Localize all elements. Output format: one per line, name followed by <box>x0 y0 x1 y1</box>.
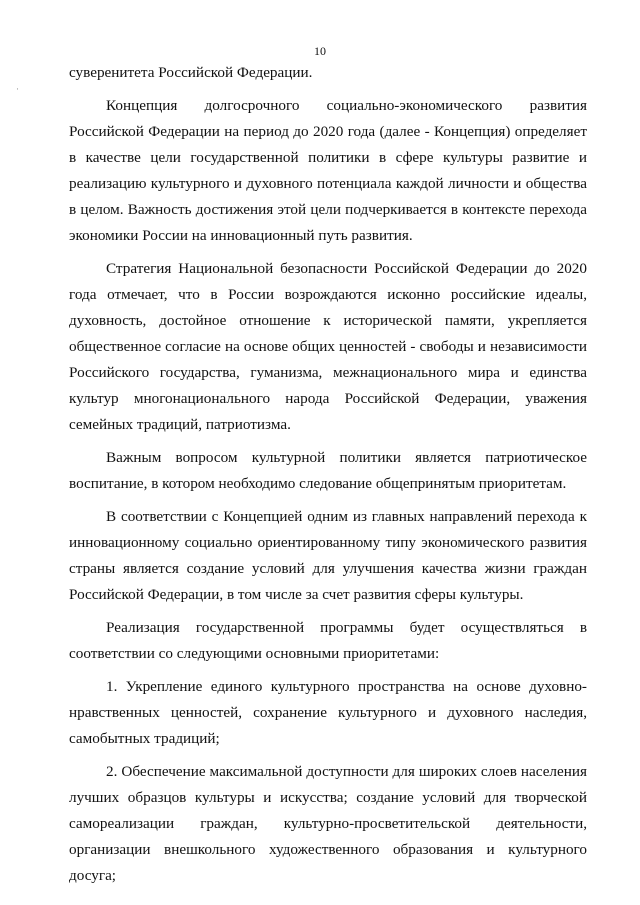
paragraph-concept: Концепция долгосрочного социально-экономического развития Российской Федерации на период до 2020 года (далее - Концепция) определяет в качестве цели государственной политики в сфере культуры развитие и реализацию культурного и духовного потенциала каждой личности и общества в целом. Важность достижения этой цели подчеркивается в контексте перехода экономики России на инновационный путь развития. <box>69 97 587 244</box>
paragraph-priorities-intro: Реализация государственной программы будет осуществляться в соответствии со следующими основными приоритетами: <box>69 619 587 662</box>
priority-item-1: 1. Укрепление единого культурного пространства на основе духовно-нравственных ценностей, сохранение культурного и духовного наследия, самобытных традиций; <box>69 678 587 747</box>
margin-mark: · <box>16 84 19 94</box>
paragraph-security-strategy: Стратегия Национальной безопасности Российской Федерации до 2020 года отмечает, что в России возрождаются исконно российские идеалы, духовность, достойное отношение к исторической памяти, укрепляется общественное согласие на основе общих ценностей - свободы и независимости Российского государства, гуманизма, межнационального мира и единства культур многонационального народа Российской Федерации, уважения семейных традиций, патриотизма. <box>69 260 587 433</box>
paragraph-patriotic-education: Важным вопросом культурной политики является патриотическое воспитание, в котором необходимо следование общепринятым приоритетам. <box>69 449 587 492</box>
body-text <box>69 60 587 896</box>
priority-item-2: 2. Обеспечение максимальной доступности для широких слоев населения лучших образцов культуры и искусства; создание условий для творческой самореализации граждан, культурно-просветительской деятельности, организации внешкольного художественного образования и культурного досуга; <box>69 763 587 884</box>
paragraph-continuation: суверенитета Российской Федерации. <box>69 64 313 81</box>
page-number: 10 <box>314 44 326 58</box>
paragraph-innovation: В соответствии с Концепцией одним из главных направлений перехода к инновационному социально ориентированному типу экономического развития страны является создание условий для улучшения качества жизни граждан Российской Федерации, в том числе за счет развития сферы культуры. <box>69 508 587 603</box>
